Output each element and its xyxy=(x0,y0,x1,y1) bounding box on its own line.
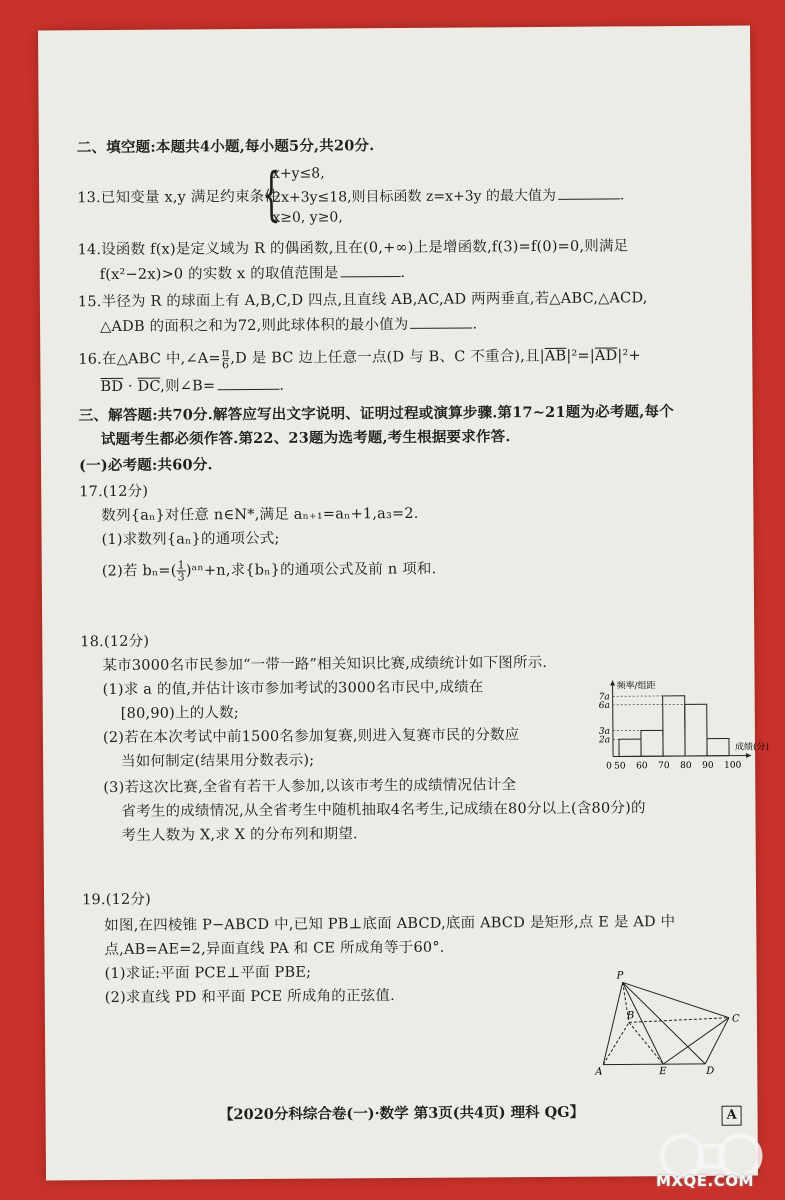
q18-line4: (2)若在本次考试中前1500名参加复赛,则进入复赛市民的分数应 xyxy=(102,727,520,747)
edge-EC xyxy=(663,1018,729,1064)
label-P: P xyxy=(616,970,624,982)
histogram-bar xyxy=(707,738,729,755)
x-tick-label: 70 xyxy=(658,761,670,772)
answer-blank xyxy=(558,184,620,199)
section3-title-1: 三、解答题:共70分.解答应写出文字说明、证明过程或演算步骤.第17~21题为必考题,每个 xyxy=(78,403,674,425)
section3-subtitle: (一)必考题:共60分. xyxy=(78,456,213,475)
q13-constraint-1: x+y≤8, xyxy=(271,165,325,182)
edge-BC xyxy=(629,1018,729,1023)
q18-line6: (3)若这次比赛,全省有若干人参加,以该市考生的成绩情况估计全 xyxy=(103,777,517,797)
pi-over-six: $\frac{\pi}{6}$ xyxy=(221,346,230,372)
q18-line5: 当如何制定(结果用分数表示); xyxy=(121,752,315,770)
y-tick-label: 6a xyxy=(598,700,610,711)
y-axis-title: 频率/组距 xyxy=(616,681,656,692)
q14-line1: 14.设函数 f(x)是定义域为 R 的偶函数,且在(0,+∞)上是增函数,f(3)=f(0)=0,则满足 xyxy=(77,238,629,259)
edge-AD xyxy=(603,1064,705,1065)
one-third-fraction: $\frac{1}{3}$ xyxy=(177,558,185,584)
edge-PE xyxy=(623,982,664,1064)
q19-line3: (1)求证:平面 PCE⊥平面 PBE; xyxy=(104,964,312,983)
q15-line1: 15.半径为 R 的球面上有 A,B,C,D 四点,且直线 AB,AC,AD 两两垂直,若△ABC,△ACD, xyxy=(77,290,648,311)
answer-blank xyxy=(410,313,472,328)
x-axis-title: 成绩(分) xyxy=(734,742,770,753)
q19-head: 19.(12分) xyxy=(82,891,152,909)
q17-line1: 数列{aₙ}对任意 n∈N*,满足 aₙ₊₁=aₙ+1,a₃=2. xyxy=(101,505,419,525)
q19-line4: (2)求直线 PD 和平面 PCE 所成角的正弦值. xyxy=(104,988,395,1007)
constraint-brace: { xyxy=(261,159,281,228)
q19-line1: 如图,在四棱锥 P−ABCD 中,已知 PB⊥底面 ABCD,底面 ABCD 是矩形,点 E 是 AD 中 xyxy=(104,914,676,935)
q17-line2: (1)求数列{aₙ}的通项公式; xyxy=(101,530,280,549)
q18-line8: 考生人数为 X,求 X 的分布列和期望. xyxy=(121,826,358,844)
histogram-bar xyxy=(685,704,707,756)
x-axis-arrow xyxy=(746,753,751,758)
q16-line2: $\overline{BD} \cdot \overline{DC}$,则∠B= . xyxy=(100,375,284,397)
q18-line3: [80,90)上的人数; xyxy=(120,705,239,722)
edge-PD xyxy=(623,982,706,1065)
q18-head: 18.(12分) xyxy=(80,633,150,651)
exam-page xyxy=(38,26,770,1181)
section3-title-2: 试题考生都必须作答.第22、23题为选考题,考生根据要求作答. xyxy=(100,428,511,449)
histogram-bar xyxy=(619,739,641,756)
answer-blank xyxy=(217,375,279,390)
q15-line2: △ADB 的面积之和为72,则此球体积的最小值为 . xyxy=(100,313,477,337)
q13-constraint-2: 2x+3y≤18,则目标函数 z=x+3y 的最大值为 . xyxy=(272,184,624,206)
label-B: B xyxy=(626,1010,635,1022)
q19-line2: 点,AB=AE=2,异面直线 PA 和 CE 所成角等于60°. xyxy=(104,939,445,959)
edge-AB xyxy=(603,1022,629,1064)
label-D: D xyxy=(706,1065,715,1077)
page-footer: 【2020分科综合卷(一)·数学 第3页(共4页) 理科 QG】 xyxy=(218,1103,585,1124)
q14-line2: f(x²−2x)>0 的实数 x 的取值范围是 . xyxy=(100,262,406,285)
label-A: A xyxy=(595,1066,603,1078)
pyramid-figure xyxy=(593,966,744,1077)
y-tick-label: 3a xyxy=(598,726,611,737)
y-tick-label: 2a xyxy=(598,735,611,746)
histogram-bar xyxy=(641,730,663,756)
q18-line7: 省考生的成绩情况,从全省考生中随机抽取4名考生,记成绩在80分以上(含80分)的 xyxy=(121,800,646,820)
q18-line1: 某市3000名市民参加“一带一路”相关知识比赛,成绩统计如下图所示. xyxy=(102,654,548,675)
q13-prefix: 13.已知变量 x,y 满足约束条件 xyxy=(77,188,280,207)
q17-head: 17.(12分) xyxy=(79,483,149,501)
label-C: C xyxy=(731,1013,740,1025)
version-badge: A xyxy=(722,1106,742,1126)
x-tick-label: 90 xyxy=(702,760,714,771)
q16-line1: 16.在△ABC 中,∠A= $\frac{\pi}{6}$ ,D 是 BC 边上任意一点(D 与 B、C 不重合),且$|\overline{AB}|^2=|\overline{AD}|^2+$ xyxy=(78,346,641,372)
watermark-text: MXQE.COM xyxy=(656,1172,754,1190)
x-tick-label: 60 xyxy=(636,761,648,772)
y-axis-arrow xyxy=(610,680,615,685)
histogram-bar xyxy=(663,696,685,756)
answer-blank xyxy=(340,262,400,277)
edge-PC xyxy=(623,982,729,1022)
section2-title: 二、填空题:本题共4小题,每小题5分,共20分. xyxy=(76,137,375,157)
x-tick-label: 100 xyxy=(724,760,742,771)
origin-label: 0 xyxy=(606,761,612,772)
edge-DC xyxy=(705,1018,729,1064)
q18-line2: (1)求 a 的值,并估计该市参加考试的3000名市民中,成绩在 xyxy=(102,679,484,699)
q13-constraint-3: x≥0, y≥0, xyxy=(272,209,343,226)
y-tick-label: 7a xyxy=(598,692,610,703)
edge-PA xyxy=(603,982,624,1064)
q17-line3: (2)若 bₙ=( $\frac{1}{3}$ )ᵃⁿ+n,求{bₙ}的通项公式及前 n 项和. xyxy=(101,558,437,584)
edge-BE xyxy=(629,1022,663,1064)
y-axis xyxy=(613,680,614,756)
frequency-histogram xyxy=(555,675,770,772)
label-E: E xyxy=(659,1066,667,1078)
x-tick-label: 80 xyxy=(680,760,692,772)
x-tick-label: 50 xyxy=(614,761,626,772)
